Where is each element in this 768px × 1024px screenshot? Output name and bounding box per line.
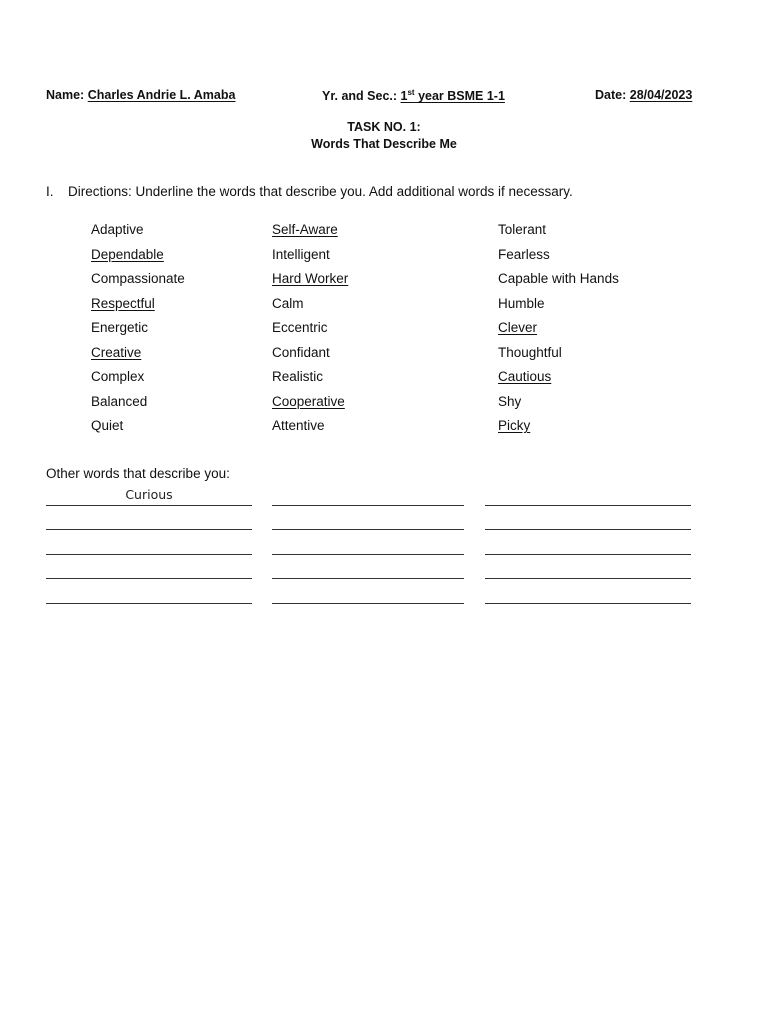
word-thoughtful: Thoughtful	[498, 344, 562, 360]
word-quiet: Quiet	[91, 418, 124, 433]
word-calm: Calm	[272, 295, 304, 311]
word-dependable: Dependable	[91, 246, 164, 262]
year-section-field	[322, 88, 527, 103]
answer-line[interactable]	[485, 554, 691, 555]
word-complex: Complex	[91, 369, 145, 384]
word-tolerant: Tolerant	[498, 222, 547, 237]
word-picky: Picky	[498, 418, 531, 433]
directions	[46, 184, 573, 199]
word-compassionate: Compassionate	[91, 271, 185, 286]
word-cautious: Cautious	[498, 369, 552, 384]
other-words-label: Other words that describe you:	[46, 466, 230, 481]
word-realistic: Realistic	[272, 369, 324, 384]
word-humble: Humble	[498, 295, 545, 311]
word-capable-with-hands: Capable with Hands	[498, 271, 619, 286]
task-title: TASK NO. 1:	[347, 120, 421, 134]
answer-line[interactable]	[272, 554, 464, 555]
word-respectful: Respectful	[91, 295, 155, 311]
year-section-value	[401, 89, 527, 103]
word-shy: Shy	[498, 393, 522, 409]
word-cooperative: Cooperative	[272, 393, 345, 409]
word-adaptive: Adaptive	[91, 222, 144, 237]
answer-line[interactable]	[272, 603, 464, 604]
word-confidant: Confidant	[272, 344, 330, 360]
name-value: Charles Andrie L. Amaba	[87, 88, 236, 102]
date-label: Date:	[595, 88, 627, 102]
word-attentive: Attentive	[272, 418, 325, 433]
answer-line[interactable]	[272, 578, 464, 579]
answer-line[interactable]	[272, 529, 464, 530]
answer-line[interactable]	[46, 603, 252, 604]
answer-line[interactable]	[485, 529, 691, 530]
word-clever: Clever	[498, 320, 538, 335]
date-field	[595, 88, 692, 102]
word-eccentric: Eccentric	[272, 320, 328, 335]
answer-line[interactable]	[46, 554, 252, 555]
date-value: 28/04/2023	[629, 88, 693, 102]
word-balanced: Balanced	[91, 393, 148, 409]
name-label: Name:	[46, 88, 85, 102]
answer-line[interactable]	[485, 578, 691, 579]
other-word-entry[interactable]: Curious	[125, 487, 173, 502]
answer-line[interactable]	[46, 505, 252, 506]
answer-line[interactable]	[485, 603, 691, 604]
directions-number: I.	[46, 184, 54, 199]
year-number: 1	[400, 89, 408, 104]
task-subtitle: Words That Describe Me	[311, 137, 457, 151]
answer-line[interactable]	[46, 578, 252, 579]
year-program: year BSME 1-1	[414, 89, 505, 104]
answer-line[interactable]	[272, 505, 464, 506]
word-intelligent: Intelligent	[272, 246, 330, 262]
directions-text: Directions: Underline the words that describe you. Add additional words if necessary.	[68, 184, 573, 199]
word-energetic: Energetic	[91, 320, 149, 335]
answer-line[interactable]	[46, 529, 252, 530]
word-fearless: Fearless	[498, 246, 550, 262]
name-field	[46, 88, 235, 102]
word-self-aware: Self-Aware	[272, 222, 338, 237]
answer-line[interactable]	[485, 505, 691, 506]
word-creative: Creative	[91, 344, 142, 360]
word-hard-worker: Hard Worker	[272, 271, 349, 286]
year-section-label: Yr. and Sec.:	[322, 89, 398, 104]
year-ordinal-suffix: st	[407, 88, 415, 97]
